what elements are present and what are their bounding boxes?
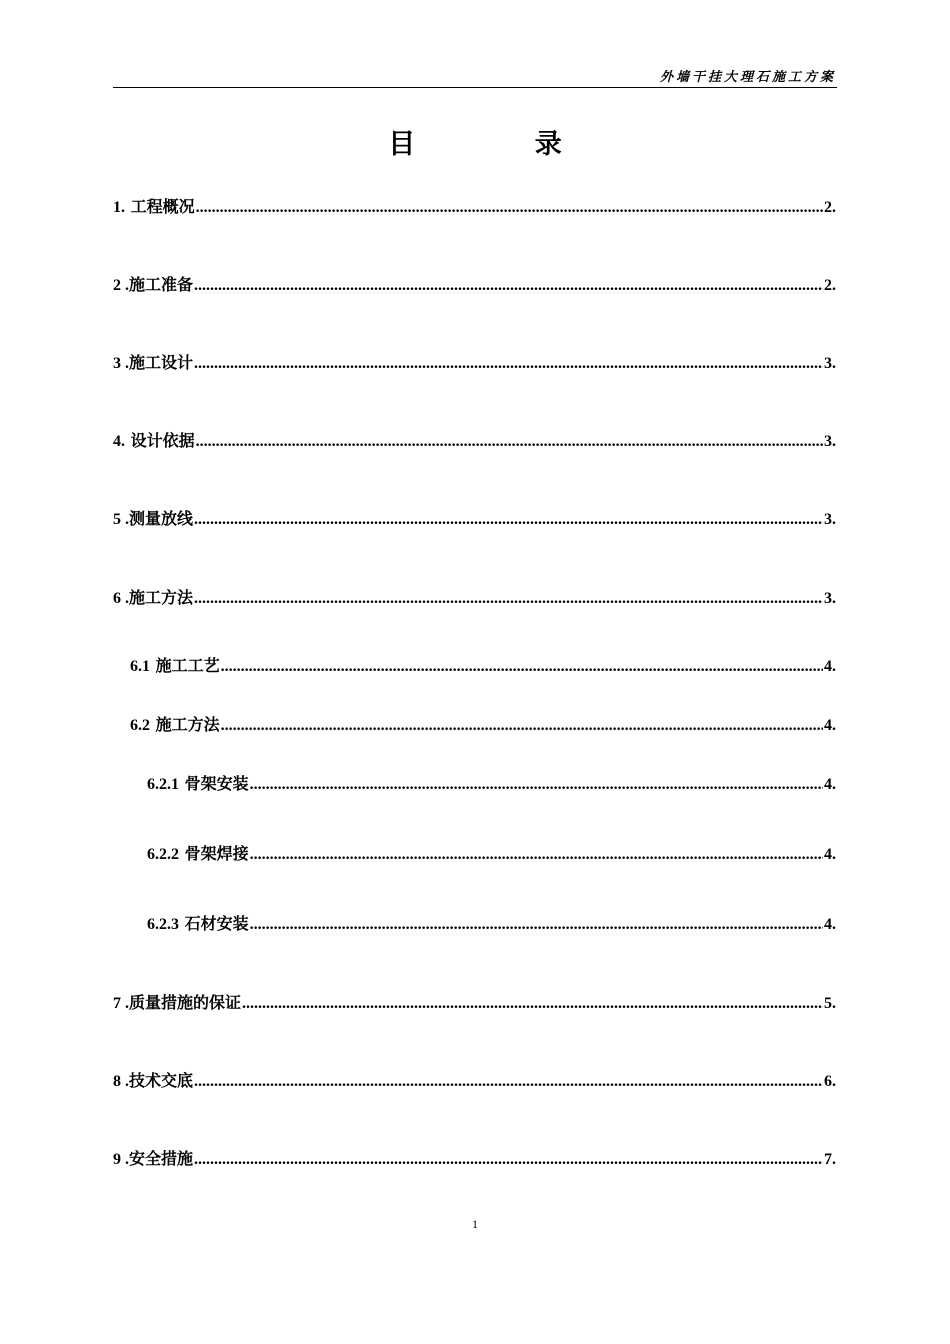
toc-entry-text: 施工方法: [129, 588, 194, 607]
toc-entry-number: 6.2.2: [147, 846, 179, 863]
toc-entry-page: 7.: [824, 1151, 836, 1168]
toc-dot-leader: [194, 510, 823, 530]
toc-entry-number: 8 .: [113, 1073, 129, 1090]
toc-entry-number: 6.2.3: [147, 916, 179, 933]
toc-entry-label: [113, 1071, 193, 1092]
toc-entry-8[interactable]: [113, 1068, 836, 1092]
toc-entry-page: 3.: [824, 433, 836, 450]
toc-entry-label: [130, 715, 220, 736]
toc-entry-label: [113, 509, 193, 530]
toc-entry-number: 6.2: [130, 717, 150, 734]
toc-entry-page: 4.: [824, 776, 836, 793]
toc-entry-page: 4.: [824, 658, 836, 675]
toc-entry-label: [113, 197, 195, 218]
toc-dot-leader: [194, 276, 823, 296]
toc-entry-text: 测量放线: [129, 509, 194, 528]
toc-entry-9[interactable]: [113, 1146, 836, 1170]
toc-entry-text: 设计依据: [125, 431, 195, 450]
toc-dot-leader: [221, 657, 823, 677]
toc-entry-page: 6.: [824, 1073, 836, 1090]
toc-dot-leader: [194, 1150, 823, 1170]
toc-entry-text: 工程概况: [125, 197, 195, 216]
toc-entry-text: 质量措施的保证: [129, 993, 242, 1012]
toc-entry-number: 9 .: [113, 1151, 129, 1168]
toc-entry-label: [113, 993, 241, 1014]
toc-entry-page: 2.: [824, 199, 836, 216]
toc-entry-page: 5.: [824, 995, 836, 1012]
toc-entry-label: [130, 656, 220, 677]
toc-entry-page: 4.: [824, 916, 836, 933]
toc-entry-text: 施工方法: [150, 715, 220, 734]
toc-entry-6-1[interactable]: [130, 653, 836, 677]
header-rule: [113, 87, 837, 88]
toc-entry-4[interactable]: [113, 428, 836, 452]
toc-entry-6-2-3[interactable]: [147, 911, 836, 935]
toc-dot-leader: [196, 198, 823, 218]
toc-entry-text: 施工设计: [129, 353, 194, 372]
toc-entry-6[interactable]: [113, 585, 836, 609]
toc-entry-label: [147, 774, 249, 795]
toc-entry-number: 2 .: [113, 277, 129, 294]
toc-dot-leader: [194, 1072, 823, 1092]
toc-entry-2[interactable]: [113, 272, 836, 296]
toc-entry-text: 骨架安装: [179, 774, 249, 793]
toc-dot-leader: [194, 354, 823, 374]
toc-entry-1[interactable]: [113, 194, 836, 218]
toc-title: 目 录: [388, 129, 602, 160]
toc-dot-leader: [250, 915, 823, 935]
toc-entry-label: [113, 1149, 193, 1170]
toc-entry-6-2-2[interactable]: [147, 841, 836, 865]
toc-entry-number: 6.2.1: [147, 776, 179, 793]
toc-entry-text: 安全措施: [129, 1149, 194, 1168]
toc-entry-3[interactable]: [113, 350, 836, 374]
toc-entry-7[interactable]: [113, 990, 836, 1014]
toc-dot-leader: [250, 775, 823, 795]
toc-entry-text: 石材安装: [179, 914, 249, 933]
toc-entry-label: [113, 588, 193, 609]
toc-entry-page: 4.: [824, 717, 836, 734]
toc-dot-leader: [194, 589, 823, 609]
toc-entry-number: 3 .: [113, 355, 129, 372]
toc-entry-number: 1.: [113, 199, 125, 216]
toc-entry-number: 4.: [113, 433, 125, 450]
toc-entry-text: 施工工艺: [150, 656, 220, 675]
toc-entry-text: 技术交底: [129, 1071, 194, 1090]
toc-entry-page: 4.: [824, 846, 836, 863]
toc-entry-number: 5 .: [113, 511, 129, 528]
running-header-title: 外墙干挂大理石施工方案: [659, 70, 836, 85]
toc-dot-leader: [250, 845, 823, 865]
toc-entry-text: 施工准备: [129, 275, 194, 294]
toc-entry-5[interactable]: [113, 506, 836, 530]
toc-entry-label: [113, 353, 193, 374]
toc-entry-page: 3.: [824, 590, 836, 607]
toc-entry-number: 6 .: [113, 590, 129, 607]
toc-entry-number: 6.1: [130, 658, 150, 675]
toc-entry-text: 骨架焊接: [179, 844, 249, 863]
toc-dot-leader: [196, 432, 823, 452]
toc-entry-number: 7 .: [113, 995, 129, 1012]
toc-entry-label: [113, 431, 195, 452]
footer-page-number: 1: [472, 1217, 478, 1231]
toc-entry-page: 3.: [824, 355, 836, 372]
toc-entry-label: [147, 844, 249, 865]
toc-entry-page: 2.: [824, 277, 836, 294]
toc-entry-page: 3.: [824, 511, 836, 528]
toc-entry-label: [113, 275, 193, 296]
toc-dot-leader: [221, 716, 823, 736]
toc-entry-6-2-1[interactable]: [147, 771, 836, 795]
toc-entry-6-2[interactable]: [130, 712, 836, 736]
toc-entry-label: [147, 914, 249, 935]
toc-dot-leader: [242, 994, 823, 1014]
